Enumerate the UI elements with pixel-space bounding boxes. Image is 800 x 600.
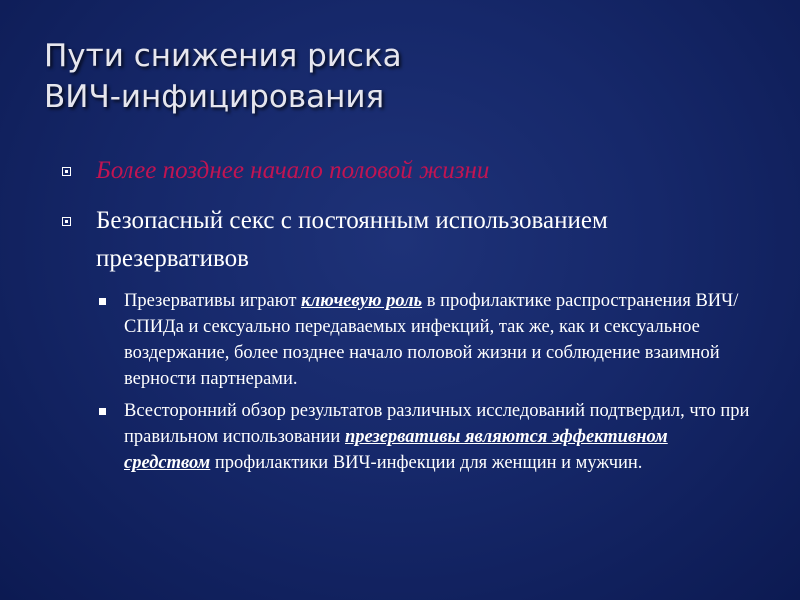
filled-square-bullet-icon (99, 298, 106, 305)
bullet-item-later-sexual-debut (0, 152, 800, 190)
sub-bullet-emphasis: ключевую роль (301, 291, 423, 311)
bullet-text: Более позднее начало половой жизни (96, 157, 490, 184)
bullet-item-safe-sex (0, 202, 800, 278)
slide-title-line-2: ВИЧ-инфицирования (44, 79, 385, 115)
bullet-text: Безопасный секс с постоянным использованием презервативов (96, 207, 608, 272)
sub-bullet-item-research-review (0, 398, 800, 476)
slide-title-line-1: Пути снижения риска (44, 38, 402, 74)
square-bullet-icon (62, 217, 71, 226)
sub-bullet-emphasis: презервативы являются эффективном средством (124, 427, 668, 473)
filled-square-bullet-icon (99, 408, 106, 415)
sub-bullet-item-condoms-key-role (0, 288, 800, 392)
sub-bullet-list (0, 288, 800, 476)
sub-bullet-text-after: в профилактике распространения ВИЧ/СПИДа и сексуально передаваемых инфекций, так же, как и сексуальное воздержание, более позднее начало половой жизни и соблюдение взаимной верности партнерами. (124, 291, 739, 389)
sub-bullet-text-before: Презервативы играют (124, 291, 302, 311)
sub-bullet-text-after: профилактики ВИЧ-инфекции для женщин и мужчин. (210, 453, 643, 473)
slide-title (44, 36, 744, 118)
square-bullet-icon (62, 167, 71, 176)
slide-content (0, 152, 800, 476)
sub-bullet-text-before: Всесторонний обзор результатов различных исследований подтвердил, что при правильном использовании (124, 401, 750, 447)
